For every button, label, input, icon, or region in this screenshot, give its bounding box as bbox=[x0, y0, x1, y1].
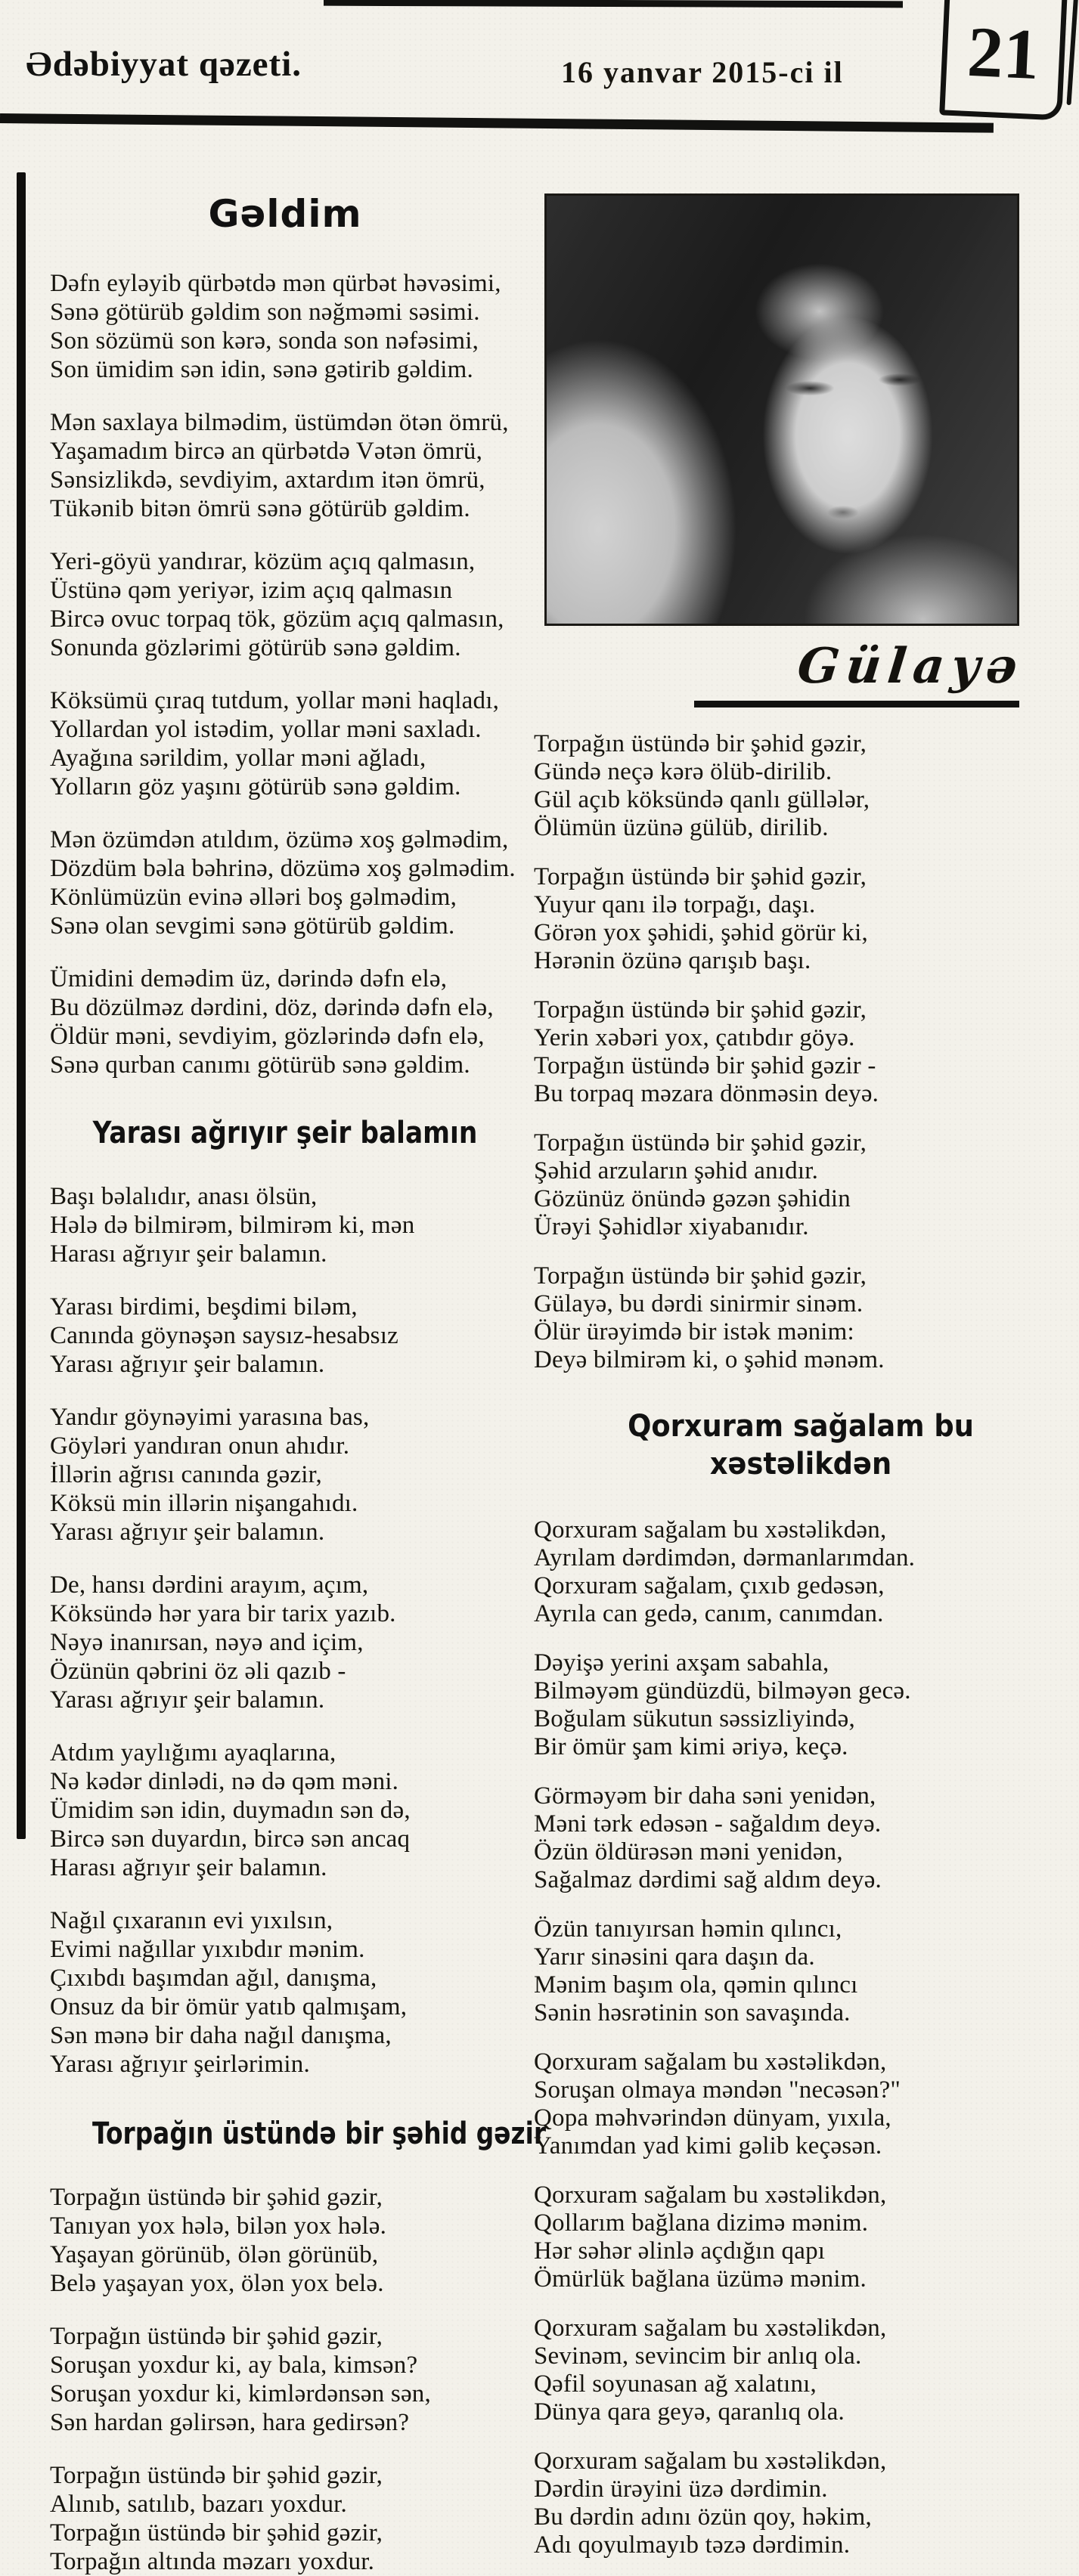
masthead-title: Ədəbiyyat qəzeti. bbox=[26, 45, 302, 84]
poem-qorxuram-sagalam bbox=[534, 1516, 1068, 2559]
poem-line: Bu dözülməz dərdini, döz, dərində dəfn elə, bbox=[50, 994, 494, 1021]
poem-geldim bbox=[50, 269, 520, 1079]
poem-line: Gülayə, bu dərdi sinirmir sinəm. bbox=[534, 1290, 864, 1317]
poem-stanza bbox=[534, 996, 1068, 1108]
poem-torpagin-ustunde-continued bbox=[534, 730, 1068, 1374]
poem-line: Yuyur qanı ilə torpağı, daşı. bbox=[534, 891, 816, 918]
signature-underline bbox=[694, 701, 1019, 707]
poem-stanza bbox=[50, 1182, 520, 1268]
poem-line: Dərdin ürəyini üzə dərdimin. bbox=[534, 2475, 828, 2503]
poem-line: Torpağın altında məzarı yoxdur. bbox=[50, 2548, 375, 2575]
poem-line: Torpağın üstündə bir şəhid gəzir, bbox=[534, 1262, 867, 1290]
poem-line: Harası ağrıyır şeir balamın. bbox=[50, 1854, 327, 1881]
poem-line: Torpağın üstündə bir şəhid gəzir - bbox=[534, 1052, 876, 1079]
poem-line: Sənə götürüb gəldim son nəğməmi səsimi. bbox=[50, 299, 480, 326]
poem-line: Harası ağrıyır şeir balamın. bbox=[50, 1240, 327, 1268]
poem-line: Yollardan yol istədim, yollar məni saxladı. bbox=[50, 716, 482, 743]
poem-stanza bbox=[50, 2183, 520, 2298]
poem-title-yarasi-agriyir: Yarası ağrıyır şeir balamın bbox=[92, 1116, 478, 1150]
poem-line: Atdım yaylığımı ayaqlarına, bbox=[50, 1739, 336, 1766]
poem-line: Ümidim sən idin, duymadın sən də, bbox=[50, 1797, 411, 1824]
poem-line: Onsuz da bir ömür yatıb qalmışam, bbox=[50, 1993, 408, 2020]
poem-stanza bbox=[534, 1649, 1068, 1761]
poem-line: Yandır göynəyimi yarasına bas, bbox=[50, 1404, 370, 1431]
poem-line: Sənin həsrətinin son savaşında. bbox=[534, 1999, 851, 2026]
poem-line: Torpağın üstündə bir şəhid gəzir, bbox=[50, 2519, 383, 2547]
poem-line: Soruşan yoxdur ki, ay bala, kimsən? bbox=[50, 2352, 418, 2379]
poem-stanza bbox=[534, 1782, 1068, 1894]
poem-stanza bbox=[50, 1906, 520, 2079]
poem-line: Özün tanıyırsan həmin qılıncı, bbox=[534, 1915, 842, 1943]
poem-line: Özünün qəbrini öz əli qazıb - bbox=[50, 1658, 346, 1685]
poem-line: Son ümidim sən idin, sənə gətirib gəldim. bbox=[50, 356, 473, 383]
author-signature: Gülayə bbox=[795, 638, 1027, 695]
left-column bbox=[50, 187, 547, 2576]
poem-stanza bbox=[50, 269, 520, 384]
poem-line: Bircə ovuc torpaq tök, gözüm açıq qalmasın, bbox=[50, 605, 504, 633]
poem-line: Canında göynəşən saysız-hesabsız bbox=[50, 1322, 398, 1349]
poem-stanza bbox=[534, 1915, 1068, 2027]
poem-stanza bbox=[50, 686, 520, 801]
poem-title-qorxuram-sagalam: Qorxuram sağalam bu xəstəlikdən bbox=[628, 1409, 974, 1482]
poem-line: Qəfil soyunasan ağ xalatını, bbox=[534, 2370, 817, 2398]
poem-line: Soruşan yoxdur ki, kimlərdənsən sən, bbox=[50, 2380, 431, 2407]
poem-line: Ayrılam dərdimdən, dərmanlarımdan. bbox=[534, 1544, 916, 1571]
poem-line: Hər səhər əlinlə açdığın qapı bbox=[534, 2237, 826, 2265]
poem-stanza bbox=[50, 1738, 520, 1882]
poem-line: Torpağın üstündə bir şəhid gəzir, bbox=[534, 863, 867, 890]
poem-line: Mən saxlaya bilmədim, üstümdən ötən ömrü, bbox=[50, 409, 509, 436]
poem-line: Ürəyi Şəhidlər xiyabanıdır. bbox=[534, 1213, 809, 1240]
poem-line: Yarası ağrıyır şeir balamın. bbox=[50, 1686, 325, 1714]
poem-line: Adı qoyulmayıb təzə dərdimin. bbox=[534, 2531, 851, 2559]
poem-line: Bu torpaq məzara dönməsin deyə. bbox=[534, 1080, 879, 1107]
poem-line: Yarası ağrıyır şeir balamın. bbox=[50, 1519, 325, 1546]
poem-line: Görməyəm bir daha səni yenidən, bbox=[534, 1782, 876, 1810]
poem-line: Ömürlük bağlana üzümə mənim. bbox=[534, 2265, 867, 2293]
poem-line: Dözdüm bəla bəhrinə, dözümə xoş gəlmədim. bbox=[50, 855, 516, 882]
poem-line: Torpağın üstündə bir şəhid gəzir, bbox=[50, 2184, 383, 2211]
poem-line: Nə kədər dinlədi, nə də qəm məni. bbox=[50, 1768, 399, 1795]
author-signature-block bbox=[534, 638, 1068, 707]
poem-line: Nağıl çıxaranın evi yıxılsın, bbox=[50, 1907, 333, 1934]
poem-line: Belə yaşayan yox, ölən yox belə. bbox=[50, 2270, 384, 2297]
poem-line: Öldür məni, sevdiyim, gözlərində dəfn elə, bbox=[50, 1023, 485, 1050]
poem-line: Yeri-göyü yandırar, közüm açıq qalmasın, bbox=[50, 548, 476, 575]
poem-torpagin-ustunde bbox=[50, 2183, 520, 2576]
poem-line: Qorxuram sağalam bu xəstəlikdən, bbox=[534, 2181, 887, 2209]
poem-line: Sən hardan gəlirsən, hara gedirsən? bbox=[50, 2409, 410, 2436]
poem-title-torpagin-ustunde: Torpağın üstündə bir şəhid gəzir bbox=[91, 2116, 547, 2151]
poem-line: Yarası ağrıyır şeir balamın. bbox=[50, 1351, 325, 1378]
poem-line: Sağalmaz dərdimi sağ aldım deyə. bbox=[534, 1866, 882, 1893]
poem-line: Yerin xəbəri yox, çatıbdır göyə. bbox=[534, 1024, 855, 1051]
poem-line: Bu dərdin adını özün qoy, həkim, bbox=[534, 2503, 872, 2531]
poem-line: Gül açıb köksündə qanlı güllələr, bbox=[534, 786, 870, 813]
poem-stanza bbox=[50, 408, 520, 523]
poem-line: Ümidini demədim üz, dərində dəfn elə, bbox=[50, 965, 448, 992]
poem-stanza bbox=[50, 1403, 520, 1547]
poem-title-geldim: Gəldim bbox=[208, 192, 362, 236]
poem-line: Torpağın üstündə bir şəhid gəzir, bbox=[50, 2462, 383, 2489]
poem-line: İllərin ağrısı canında gəzir, bbox=[50, 1461, 322, 1488]
poem-line: Bir ömür şam kimi əriyə, keçə. bbox=[534, 1733, 848, 1760]
poem-line: Tükənib bitən ömrü sənə götürüb gəldim. bbox=[50, 495, 470, 522]
poem-stanza bbox=[50, 825, 520, 940]
top-border-line bbox=[324, 0, 903, 8]
poem-stanza bbox=[534, 1262, 1068, 1374]
poem-line: Üstünə qəm yeriyər, izim açıq qalmasın bbox=[50, 577, 453, 604]
right-column bbox=[534, 194, 1068, 2576]
poem-stanza bbox=[534, 1516, 1068, 1628]
poem-line: Qorxuram sağalam bu xəstəlikdən, bbox=[534, 2448, 887, 2475]
poem-line: Torpağın üstündə bir şəhid gəzir, bbox=[534, 996, 867, 1023]
poem-line: Evimi nağıllar yıxıbdır mənim. bbox=[50, 1936, 365, 1963]
poem-line: Göyləri yandıran onun ahıdır. bbox=[50, 1432, 350, 1460]
poem-line: Torpağın üstündə bir şəhid gəzir, bbox=[50, 2323, 383, 2350]
poem-line: Köksümü çıraq tutdum, yollar məni haqladı, bbox=[50, 687, 500, 714]
poem-line: Könlümüzün evinə əlləri boş gəlmədim, bbox=[50, 884, 457, 911]
poem-stanza bbox=[50, 1293, 520, 1379]
poem-line: Torpağın üstündə bir şəhid gəzir, bbox=[534, 730, 867, 757]
poem-line: Yanımdan yad kimi gəlib keçəsən. bbox=[534, 2132, 882, 2160]
poem-stanza bbox=[534, 730, 1068, 842]
poem-line: Köksündə hər yara bir tarix yazıb. bbox=[50, 1600, 396, 1627]
left-margin-bar bbox=[17, 172, 26, 1839]
poem-line: Dünya qara geyə, qaranlıq ola. bbox=[534, 2398, 845, 2426]
poem-stanza bbox=[50, 547, 520, 662]
poem-line: Torpağın üstündə bir şəhid gəzir, bbox=[534, 1129, 867, 1156]
poem-line: Bircə sən duyardın, bircə sən ancaq bbox=[50, 1825, 411, 1853]
poem-line: Dəyişə yerini axşam sabahla, bbox=[534, 1649, 829, 1677]
poem-yarasi-agriyir bbox=[50, 1182, 520, 2079]
poem-line: Son sözümü son kərə, sonda son nəfəsimi, bbox=[50, 327, 479, 355]
page-number: 21 bbox=[966, 11, 1041, 95]
poem-line: De, hansı dərdini arayım, açım, bbox=[50, 1571, 369, 1599]
poem-line: Dəfn eyləyib qürbətdə mən qürbət həvəsimi, bbox=[50, 270, 501, 297]
poem-line: Hələ də bilmirəm, bilmirəm ki, mən bbox=[50, 1212, 415, 1239]
poem-line: Ölümün üzünə gülüb, dirilib. bbox=[534, 814, 829, 841]
poem-line: Soruşan olmaya məndən "necəsən?" bbox=[534, 2076, 901, 2104]
header-rule bbox=[0, 113, 994, 133]
poem-stanza bbox=[50, 1571, 520, 1714]
poem-stanza bbox=[534, 2314, 1068, 2426]
poem-line: Yarır sinəsini qara daşın da. bbox=[534, 1943, 815, 1971]
poem-stanza bbox=[534, 1129, 1068, 1241]
poem-line: Yolların göz yaşını götürüb sənə gəldim. bbox=[50, 773, 461, 800]
portrait-photo bbox=[547, 196, 1017, 624]
poem-line: Gündə neçə kərə ölüb-dirilib. bbox=[534, 758, 833, 785]
poem-stanza bbox=[534, 2448, 1068, 2559]
poem-line: Ayrıla can gedə, canım, canımdan. bbox=[534, 1600, 884, 1627]
poem-line: Deyə bilmirəm ki, o şəhid mənəm. bbox=[534, 1346, 885, 1373]
poem-line: Qorxuram sağalam, çıxıb gedəsən, bbox=[534, 1572, 885, 1599]
poem-line: Ayağına sərildim, yollar məni ağladı, bbox=[50, 745, 426, 772]
poem-stanza bbox=[50, 964, 520, 1079]
author-photo-frame bbox=[544, 194, 1019, 626]
poem-line: Yarası ağrıyır şeirlərimin. bbox=[50, 2051, 310, 2078]
poem-stanza bbox=[50, 2322, 520, 2437]
issue-date: 16 yanvar 2015-ci il bbox=[561, 55, 844, 89]
poem-line: Sevinəm, sevincim bir anlıq ola. bbox=[534, 2342, 862, 2370]
poem-line: Qorxuram sağalam bu xəstəlikdən, bbox=[534, 2314, 887, 2342]
poem-line: Başı bəlalıdır, anası ölsün, bbox=[50, 1183, 318, 1210]
poem-line: Görən yox şəhidi, şəhid görür ki, bbox=[534, 919, 868, 946]
poem-line: Ölür ürəyimdə bir istək mənim: bbox=[534, 1318, 854, 1345]
poem-line: Yaşayan görünüb, ölən görünüb, bbox=[50, 2241, 379, 2268]
poem-line: Məni tərk edəsən - sağaldım deyə. bbox=[534, 1810, 882, 1838]
poem-line: Özün öldürəsən məni yenidən, bbox=[534, 1838, 843, 1865]
poem-line: Alınıb, satılıb, bazarı yoxdur. bbox=[50, 2491, 347, 2518]
poem-line: Köksü min illərin nişangahıdı. bbox=[50, 1490, 358, 1517]
poem-line: Sənə qurban canımı götürüb sənə gəldim. bbox=[50, 1051, 470, 1079]
poem-line: Sənə olan sevgimi sənə götürüb gəldim. bbox=[50, 912, 455, 940]
poem-line: Yarası birdimi, beşdimi biləm, bbox=[50, 1293, 358, 1321]
poem-stanza bbox=[50, 2461, 520, 2576]
poem-line: Sən mənə bir daha nağıl danışma, bbox=[50, 2022, 392, 2049]
poem-line: Tanıyan yox hələ, bilən yox hələ. bbox=[50, 2212, 387, 2240]
poem-line: Nəyə inanırsan, nəyə and içim, bbox=[50, 1629, 364, 1656]
poem-line: Boğulam sükutun səssizliyində, bbox=[534, 1705, 855, 1732]
page-number-box bbox=[939, 0, 1068, 121]
poem-line: Mən özümdən atıldım, özümə xoş gəlmədim, bbox=[50, 826, 509, 853]
poem-line: Yaşamadım bircə an qürbətdə Vətən ömrü, bbox=[50, 438, 483, 465]
poem-line: Şəhid arzuların şəhid anıdır. bbox=[534, 1157, 819, 1184]
poem-stanza bbox=[534, 863, 1068, 975]
poem-stanza bbox=[534, 2048, 1068, 2160]
poem-line: Qorxuram sağalam bu xəstəlikdən, bbox=[534, 2048, 887, 2076]
poem-stanza bbox=[534, 2181, 1068, 2293]
poem-line: Mənim başım ola, qəmin qılıncı bbox=[534, 1971, 858, 1999]
poem-line: Sənsizlikdə, sevdiyim, axtardım itən ömrü, bbox=[50, 466, 485, 494]
poem-line: Sonunda gözlərimi götürüb sənə gəldim. bbox=[50, 634, 461, 661]
poem-line: Hərənin özünə qarışıb başı. bbox=[534, 947, 811, 974]
poem-line: Bilməyəm gündüzdü, bilməyən gecə. bbox=[534, 1677, 911, 1704]
poem-line: Çıxıbdı başımdan ağıl, danışma, bbox=[50, 1965, 377, 1992]
poem-line: Qollarım bağlana dizimə mənim. bbox=[534, 2209, 869, 2237]
poem-line: Qorxuram sağalam bu xəstəlikdən, bbox=[534, 1516, 887, 1543]
poem-line: Gözünüz önündə gəzən şəhidin bbox=[534, 1185, 851, 1212]
poem-line: Qopa məhvərindən dünyam, yıxıla, bbox=[534, 2104, 891, 2132]
